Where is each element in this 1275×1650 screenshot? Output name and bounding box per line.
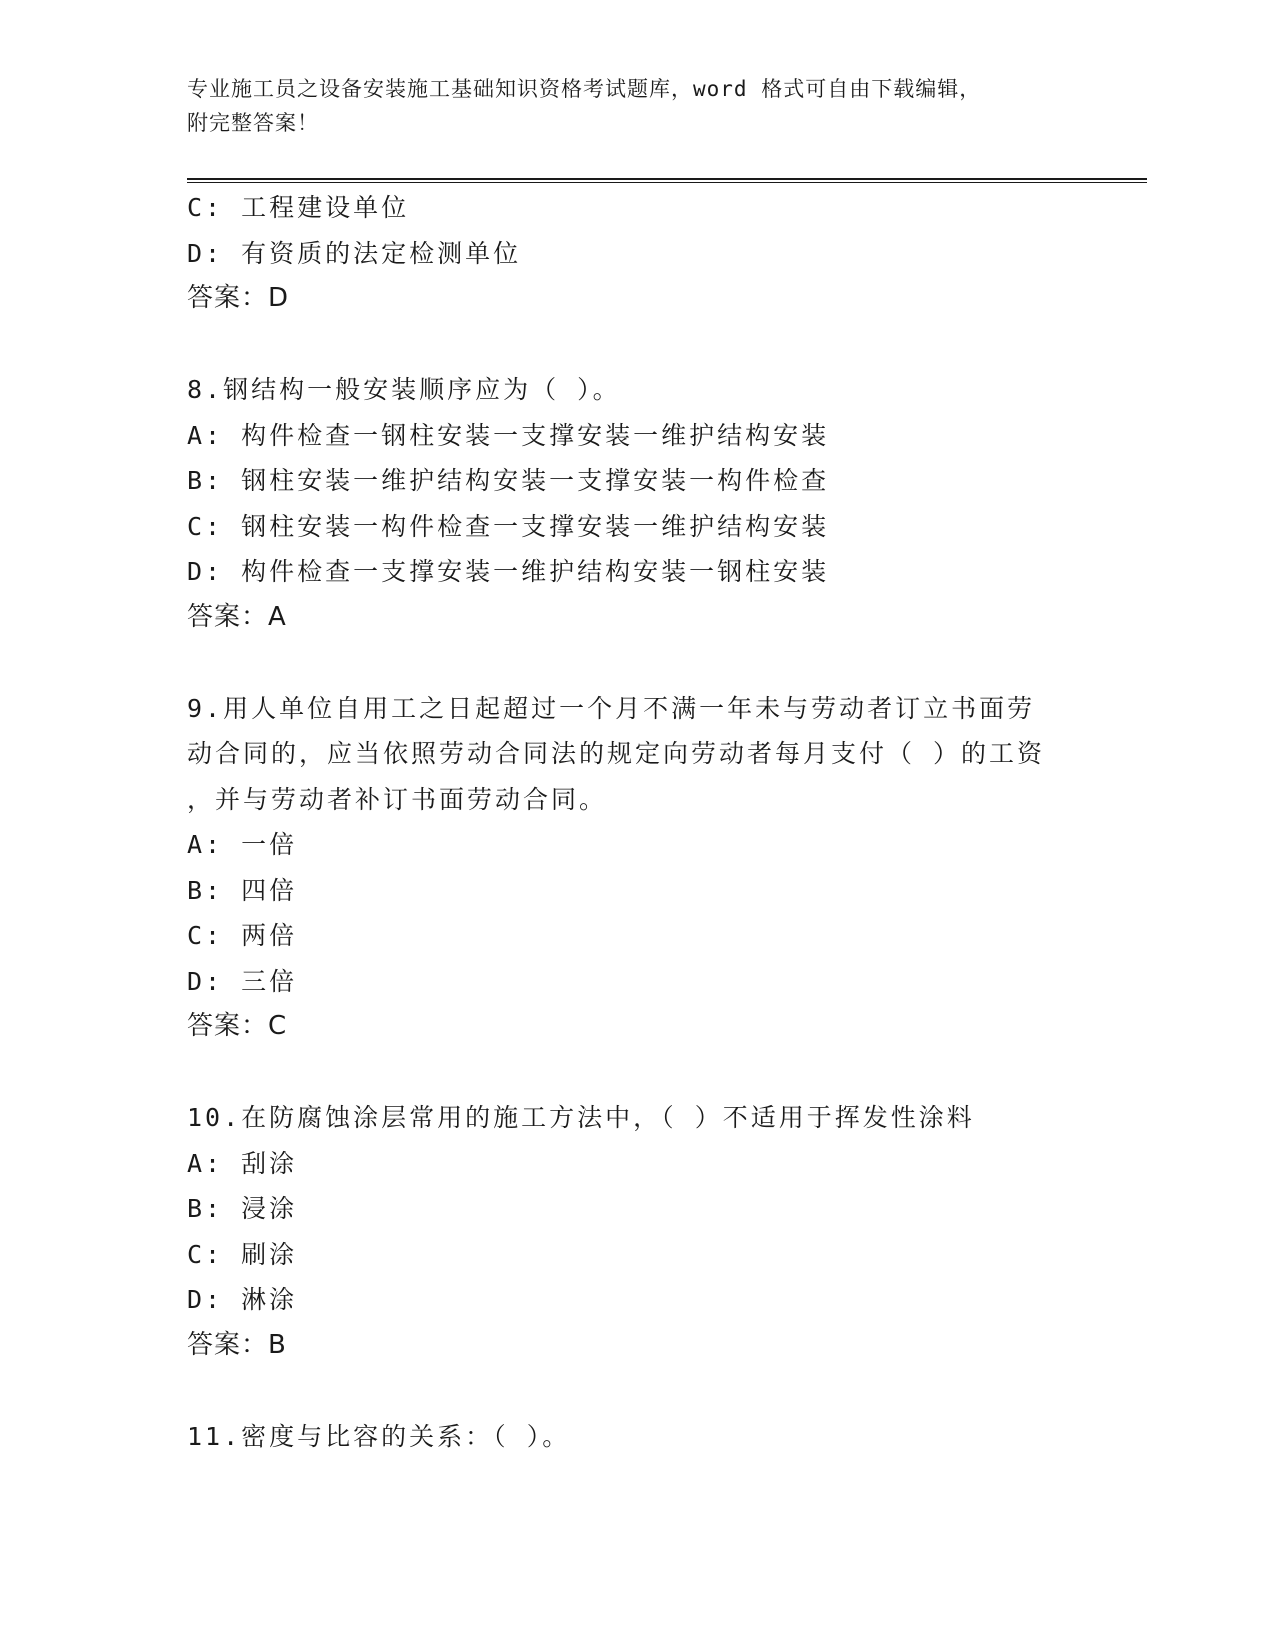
question-text-line: 8.钢结构一般安装顺序应为（ ）。 (187, 375, 621, 404)
question-text (187, 367, 1147, 413)
option-a: A: 构件检查一钢柱安装一支撑安装一维护结构安装 (187, 420, 830, 450)
answer-line: 答案：B (187, 1329, 287, 1360)
question-text-line: 11.密度与比容的关系：（ ）。 (187, 1421, 571, 1451)
question-10 (187, 1095, 1147, 1368)
question-11 (187, 1414, 1147, 1460)
question-9 (187, 686, 1147, 1050)
option-c: C: 刷涂 (187, 1239, 298, 1269)
question-content (187, 185, 1147, 1459)
header-line-1: 专业施工员之设备安装施工基础知识资格考试题库，word 格式可自由下载编辑， (187, 77, 982, 101)
option-c: C: 两倍 (187, 921, 298, 950)
document-page (187, 0, 1147, 1650)
question-text (187, 1414, 1147, 1460)
option-c: C: 工程建设单位 (187, 193, 410, 222)
question-text-line: 9.用人单位自用工之日起超过一个月不满一年未与劳动者订立书面劳 (187, 693, 1036, 723)
question-7-continued (187, 185, 1147, 322)
question-text (187, 686, 1147, 823)
header-divider (187, 178, 1147, 183)
header-line-2: 附完整答案！ (187, 111, 319, 135)
option-a: A: 一倍 (187, 830, 298, 859)
answer-line: 答案：D (187, 283, 290, 313)
option-c: C: 钢柱安装一构件检查一支撑安装一维护结构安装 (187, 511, 830, 541)
option-d: D: 淋涂 (187, 1285, 298, 1314)
option-b: B: 浸涂 (187, 1194, 298, 1223)
question-8 (187, 367, 1147, 640)
option-a: A: 刮涂 (187, 1148, 298, 1178)
page-header (187, 72, 1107, 140)
question-text-line: ，并与劳动者补订书面劳动合同。 (187, 784, 608, 814)
option-d: D: 构件检查一支撑安装一维护结构安装一钢柱安装 (187, 557, 830, 586)
answer-line: 答案：A (187, 601, 287, 632)
option-d: D: 有资质的法定检测单位 (187, 238, 522, 268)
answer-line: 答案：C (187, 1011, 288, 1041)
option-d: D: 三倍 (187, 966, 298, 996)
question-text-line: 10.在防腐蚀涂层常用的施工方法中，（ ）不适用于挥发性涂料 (187, 1103, 975, 1132)
question-text-line: 动合同的，应当依照劳动合同法的规定向劳动者每月支付（ ）的工资 (187, 739, 1046, 768)
option-b: B: 钢柱安装一维护结构安装一支撑安装一构件检查 (187, 466, 830, 495)
option-b: B: 四倍 (187, 875, 298, 905)
question-text (187, 1095, 1147, 1141)
